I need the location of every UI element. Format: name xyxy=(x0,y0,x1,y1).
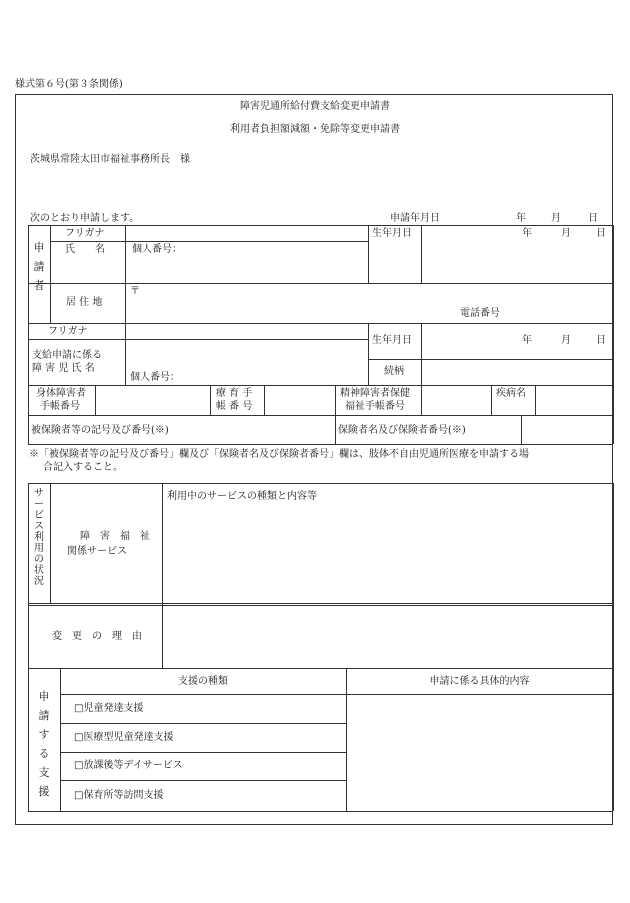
title-2: 利用者負担額減額・免除等変更申請書 xyxy=(230,124,400,135)
child-birth-day: 日 xyxy=(596,335,606,346)
application-date-label: 申請年月日 xyxy=(390,213,440,224)
child-name-label-line1: 支給申請に係る xyxy=(32,350,102,361)
support-item[interactable]: □放課後等デイサービス xyxy=(74,760,183,771)
support-item[interactable]: □保育所等訪問支援 xyxy=(74,790,164,801)
child-birthdate-label: 生年月日 xyxy=(372,335,412,346)
applicant-birth-month: 月 xyxy=(561,228,571,239)
insured-number-label: 被保険者等の記号及び番号(※) xyxy=(31,425,169,436)
applicant-furigana-label: フリガナ xyxy=(65,228,105,239)
mental-cert-label-line1: 精神障害者保健 xyxy=(340,388,410,399)
service-content-label: 利用中のサービスの種類と内容等 xyxy=(167,491,317,502)
intro-text: 次のとおり申請します。 xyxy=(30,213,140,224)
child-furigana-label: フリガナ xyxy=(48,326,88,337)
support-item[interactable]: □児童発達支援 xyxy=(74,703,144,714)
applicant-birthdate-label: 生年月日 xyxy=(372,228,412,239)
service-label-line1: 障 害 福 祉 xyxy=(80,531,150,542)
applicant-phone-label: 電話番号 xyxy=(460,308,500,319)
physical-cert-label-line1: 身体障害者 xyxy=(36,388,86,399)
support-section-label: 申請する支援 xyxy=(38,690,50,798)
support-type-header: 支援の種類 xyxy=(178,676,228,687)
ryoiku-cert-label-line1: 療 育 手 xyxy=(216,388,253,399)
application-date-year: 年 xyxy=(516,213,526,224)
reason-label: 変 更 の 理 由 xyxy=(52,631,142,642)
service-label-line2: 関係サービス xyxy=(67,546,127,557)
support-detail-header: 申請に係る具体的内容 xyxy=(429,676,530,687)
applicant-birth-day: 日 xyxy=(596,228,606,239)
note-line-1: ※「被保険者等の記号及び番号」欄及び「保険者名及び保険者番号」欄は、肢体不自由児通所医療を申請する場 xyxy=(29,449,529,460)
applicant-address-label: 居 住 地 xyxy=(66,297,103,308)
disease-label: 疾病名 xyxy=(496,388,526,399)
postal-mark: 〒 xyxy=(130,286,140,297)
applicant-personal-number-label: 個人番号： xyxy=(132,244,182,255)
ryoiku-cert-label-line2: 帳 番 号 xyxy=(216,401,253,412)
insurer-label: 保険者名及び保険者番号(※) xyxy=(338,425,466,436)
addressee: 茨城県常陸太田市福祉事務所長 様 xyxy=(30,154,190,165)
child-birth-year: 年 xyxy=(522,335,532,346)
mental-cert-label-line2: 福祉手帳番号 xyxy=(345,401,405,412)
child-personal-number-label: 個人番号： xyxy=(130,372,180,383)
service-section-label: サービス利用の状況 xyxy=(34,488,44,587)
physical-cert-label-line2: 手帳番号 xyxy=(40,401,80,412)
application-date-month: 月 xyxy=(551,213,561,224)
applicant-birth-year: 年 xyxy=(522,228,532,239)
support-item[interactable]: □医療型児童発達支援 xyxy=(74,732,174,743)
child-name-label-line2: 障 害 児 氏 名 xyxy=(32,363,95,374)
child-relation-label: 続柄 xyxy=(384,366,404,377)
application-date-day: 日 xyxy=(588,213,598,224)
applicant-name-label: 氏 名 xyxy=(65,244,105,255)
title-1: 障害児通所給付費支給変更申請書 xyxy=(240,101,390,112)
applicant-section-label: 申請者 xyxy=(33,241,45,292)
note-line-2: 合記入すること。 xyxy=(43,462,123,473)
child-birth-month: 月 xyxy=(561,335,571,346)
form-number: 様式第６号(第３条関係) xyxy=(15,79,123,90)
